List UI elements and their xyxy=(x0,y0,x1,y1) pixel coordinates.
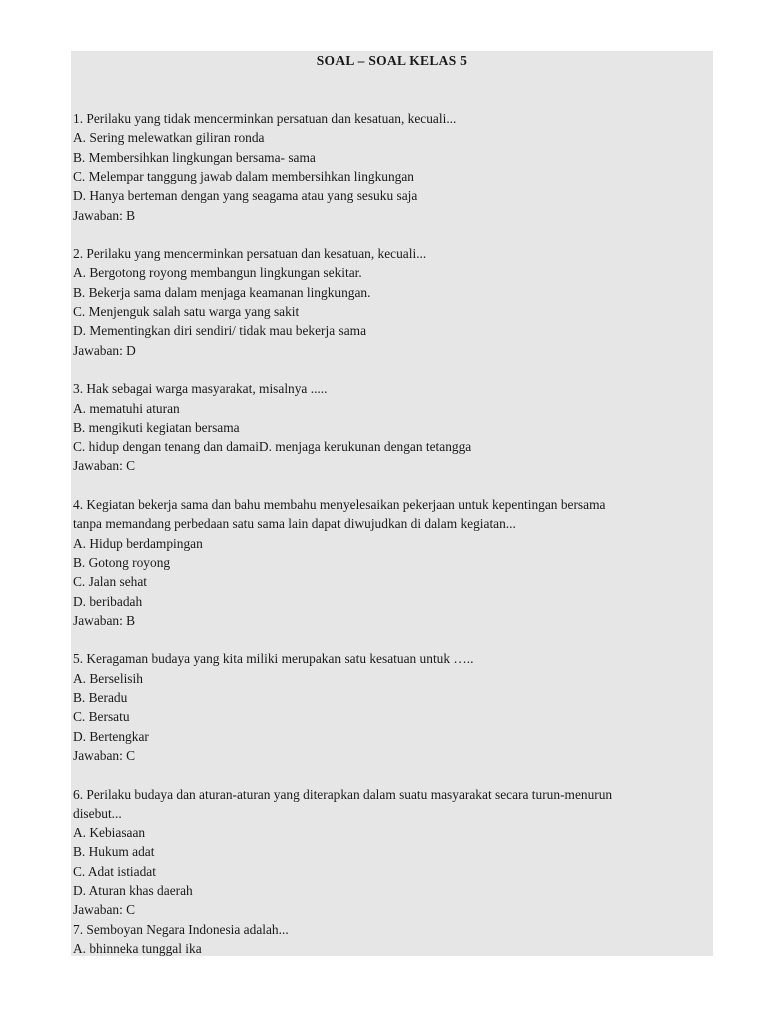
document-page xyxy=(71,51,713,956)
answer-option: A. Berselisih xyxy=(73,670,143,686)
answer-option: B. Bekerja sama dalam menjaga keamanan lingkungan. xyxy=(73,284,371,300)
document-title: SOAL – SOAL KELAS 5 xyxy=(316,53,468,68)
answer-option: D. Aturan khas daerah xyxy=(73,883,193,898)
answer-option: B. Beradu xyxy=(73,690,128,705)
answer-option: B. Membersihkan lingkungan bersama- sama xyxy=(73,149,316,165)
answer-option: D. beribadah xyxy=(73,593,143,609)
question-text: 2. Perilaku yang mencerminkan persatuan dan kesatuan, kecuali... xyxy=(73,246,427,262)
answer-option: C. Melempar tanggung jawab dalam membersihkan lingkungan xyxy=(73,168,415,184)
answer-option: B. mengikuti kegiatan bersama xyxy=(73,419,240,435)
answer-option: C. Bersatu xyxy=(73,709,130,725)
answer-key: Jawaban: C xyxy=(73,458,136,474)
question-text: 3. Hak sebagai warga masyarakat, misalnya ..... xyxy=(73,381,328,397)
answer-option: B. Gotong royong xyxy=(73,554,171,570)
question-text: 6. Perilaku budaya dan aturan-aturan yang diterapkan dalam suatu masyarakat secara turun-menurun xyxy=(73,786,613,802)
answer-option: A. Bergotong royong membangun lingkungan sekitar. xyxy=(73,265,362,281)
answer-option: D. Hanya berteman dengan yang seagama atau yang sesuku saja xyxy=(73,188,418,204)
answer-option: A. bhinneka tunggal ika xyxy=(73,940,202,956)
answer-option: D. Mementingkan diri sendiri/ tidak mau bekerja sama xyxy=(73,323,367,339)
answer-key: Jawaban: C xyxy=(73,747,136,763)
answer-option: C. hidup dengan tenang dan damaiD. menjaga kerukunan dengan tetangga xyxy=(73,439,472,455)
answer-key: Jawaban: B xyxy=(73,207,136,223)
answer-option: C. Adat istiadat xyxy=(73,863,156,879)
answer-key: Jawaban: D xyxy=(73,342,136,358)
question-text: 4. Kegiatan bekerja sama dan bahu membahu menyelesaikan pekerjaan untuk kepentingan bersama xyxy=(73,497,606,512)
answer-option: C. Menjenguk salah satu warga yang sakit xyxy=(73,304,300,319)
answer-option: A. Kebiasaan xyxy=(73,825,146,841)
answer-option: A. Sering melewatkan giliran ronda xyxy=(73,130,265,146)
question-text: 1. Perilaku yang tidak mencerminkan persatuan dan kesatuan, kecuali... xyxy=(73,111,457,126)
answer-option: A. mematuhi aturan xyxy=(73,400,180,416)
answer-key: Jawaban: C xyxy=(73,902,136,918)
answer-option: C. Jalan sehat xyxy=(73,574,148,590)
answer-option: B. Hukum adat xyxy=(73,844,155,860)
question-text: 5. Keragaman budaya yang kita miliki merupakan satu kesatuan untuk ….. xyxy=(73,651,474,667)
question-text: tanpa memandang perbedaan satu sama lain dapat diwujudkan di dalam kegiatan... xyxy=(73,516,516,532)
question-text: disebut... xyxy=(73,805,122,821)
answer-key: Jawaban: B xyxy=(73,612,136,628)
question-text: 7. Semboyan Negara Indonesia adalah... xyxy=(73,921,289,937)
answer-option: A. Hidup berdampingan xyxy=(73,535,203,551)
answer-option: D. Bertengkar xyxy=(73,728,149,744)
